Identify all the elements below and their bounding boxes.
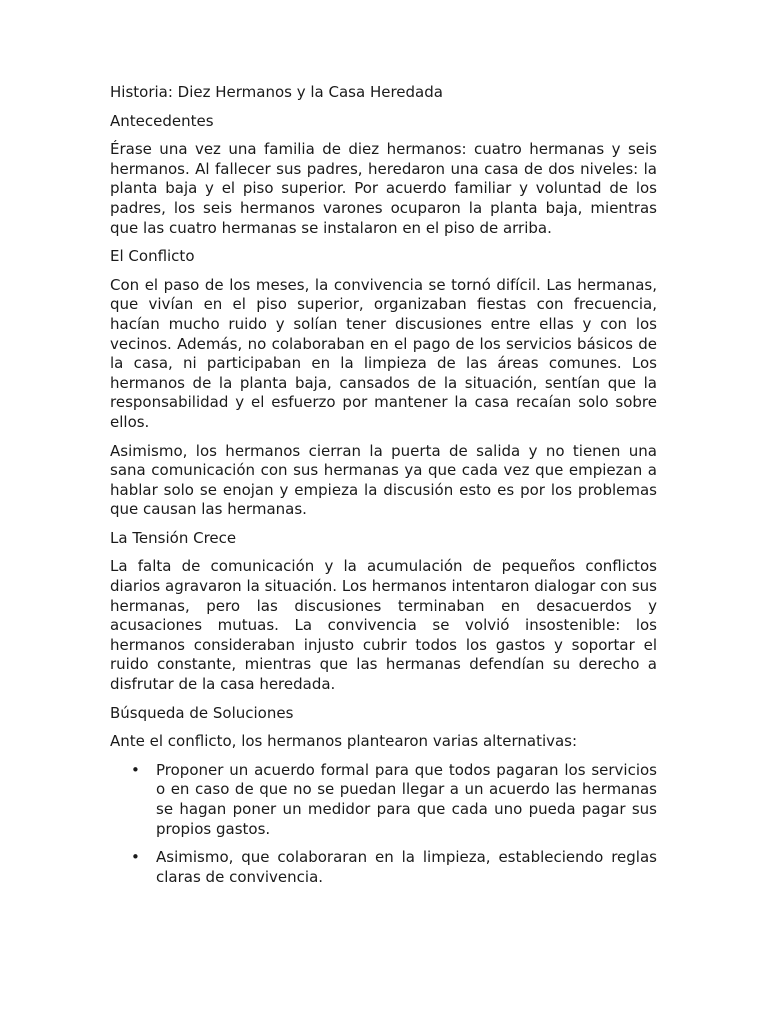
section-heading-conflicto: El Conflicto	[110, 247, 195, 266]
list-item	[110, 761, 657, 839]
soluciones-intro: Ante el conflicto, los hermanos plantearon varias alternativas:	[110, 732, 578, 751]
bullet-icon: •	[131, 848, 140, 867]
section-heading-soluciones: Búsqueda de Soluciones	[110, 703, 294, 722]
soluciones-bullet-list	[110, 761, 657, 888]
list-item	[110, 848, 657, 887]
list-item-text: Asimismo, que colaboraran en la limpieza, estableciendo reglas claras de convivencia.	[156, 848, 657, 886]
list-item-text: Proponer un acuerdo formal para que todos pagaran los servicios o en caso de que no se puedan llegar a un acuerdo las hermanas se hagan poner un medidor para que cada uno pueda pagar sus propios gastos.	[156, 760, 657, 838]
document-title: Historia: Diez Hermanos y la Casa Heredada	[110, 83, 443, 101]
document-page	[110, 83, 657, 896]
bullet-icon: •	[131, 760, 140, 779]
antecedentes-paragraph: Érase una vez una familia de diez hermanos: cuatro hermanas y seis hermanos. Al fallecer sus padres, heredaron una casa de dos niveles: la planta baja y el piso superior. Por acuerdo familiar y voluntad de los padres, los seis hermanos varones ocuparon la planta baja, mientras que las cuatro hermanas se instalaron en el piso de arriba.	[110, 140, 657, 237]
conflicto-paragraph-2: Asimismo, los hermanos cierran la puerta de salida y no tienen una sana comunicación con sus hermanas ya que cada vez que empiezan a hablar solo se enojan y empieza la discusión esto es por los problemas que causan las hermanas.	[110, 441, 657, 519]
conflicto-paragraph-1: Con el paso de los meses, la convivencia se tornó difícil. Las hermanas, que vivían en el piso superior, organizaban fiestas con frecuencia, hacían mucho ruido y solían tener discusiones entre ellas y con los vecinos. Además, no colaboraban en el pago de los servicios básicos de la casa, ni participaban en la limpieza de las áreas comunes. Los hermanos de la planta baja, cansados de la situación, sentían que la responsabilidad y el esfuerzo por mantener la casa recaían solo sobre ellos.	[110, 275, 657, 431]
section-heading-tension: La Tensión Crece	[110, 528, 237, 547]
section-heading-antecedentes: Antecedentes	[110, 111, 214, 130]
tension-paragraph: La falta de comunicación y la acumulación de pequeños conflictos diarios agravaron la situación. Los hermanos intentaron dialogar con sus hermanas, pero las discusiones terminaban en desacuerdos y acusaciones mutuas. La convivencia se volvió insostenible: los hermanos consideraban injusto cubrir todos los gastos y soportar el ruido constante, mientras que las hermanas defendían su derecho a disfrutar de la casa heredada.	[110, 557, 657, 694]
